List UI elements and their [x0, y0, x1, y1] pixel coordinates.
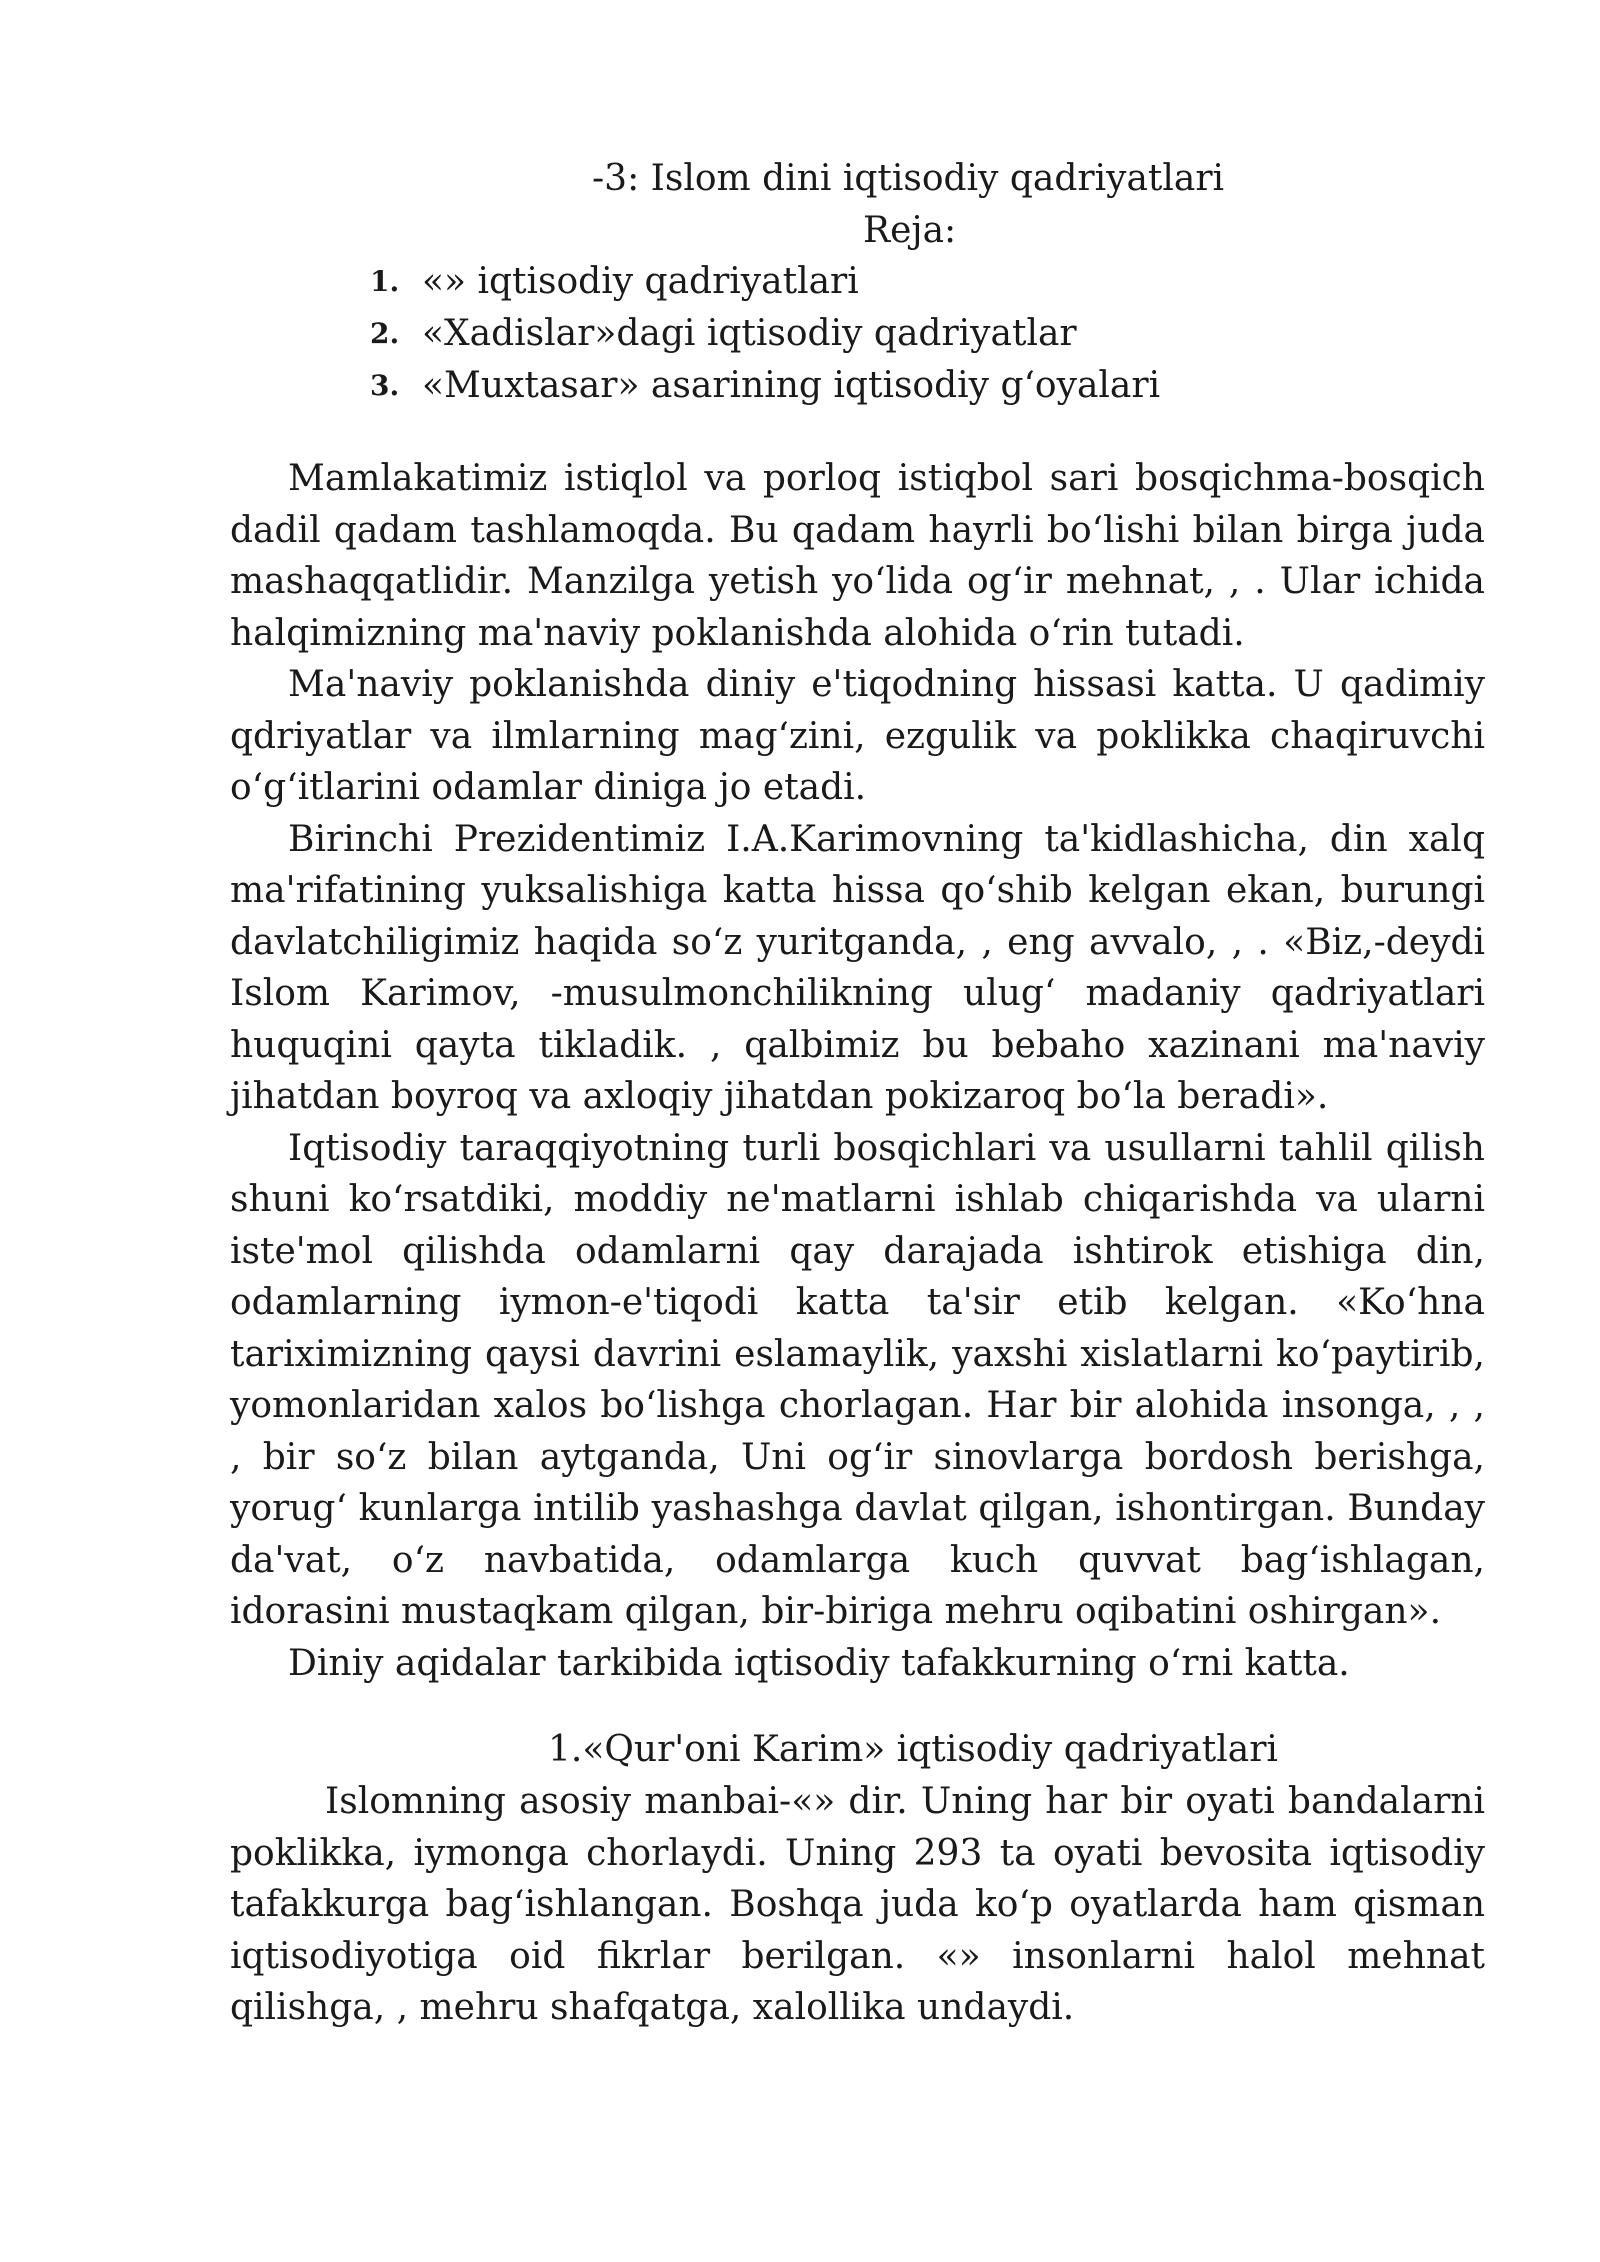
plan-item-text: «Muxtasar» asarining iqtisodiy g‘oyalari [422, 365, 1161, 406]
body-paragraph: Ma'naviy poklanishda diniy e'tiqodning hissasi katta. U qadimiy qdriyatlar va ilmlarning mag‘zini, ezgulik va poklikka chaqiruvchi o‘g‘itlarini odamlar diniga jo etadi. [230, 664, 1485, 808]
plan-label: Reja: [863, 210, 957, 251]
plan-item-number: 1. [370, 265, 400, 298]
plan-item-text: «Xadislar»dagi iqtisodiy qadriyatlar [422, 313, 1077, 354]
document-title: -3: Islom dini iqtisodiy qadriyatlari [592, 158, 1225, 199]
body-paragraph: Diniy aqidalar tarkibida iqtisodiy tafakkurning o‘rni katta. [288, 1642, 1350, 1684]
plan-item [370, 360, 1160, 412]
main-body [230, 453, 1485, 1689]
plan-item-number: 3. [370, 369, 400, 402]
section-paragraph: Islomning asosiy manbai-«» dir. Uning har bir oyati bandalarni poklikka, iymonga chorlaydi. Uning 293 ta oyati bevosita iqtisodiy tafakkurga bag‘ishlangan. Boshqa juda ko‘p oyatlarda ham qisman iqtisodiyotiga oid fikrlar berilgan. «» insonlarni halol mehnat qilishga, , mehru shafqatga, xalollika undaydi. [230, 1781, 1485, 2028]
plan-item-text: «» iqtisodiy qadriyatlari [422, 261, 859, 302]
body-paragraph: Mamlakatimiz istiqlol va porloq istiqbol sari bosqichma-bosqich dadil qadam tashlamoqda. Bu qadam hayrli bo‘lishi bilan birga juda mashaqqatlidir. Manzilga yetish yo‘lida og‘ir mehnat, , . Ular ichida halqimizning ma'naviy poklanishda alohida o‘rin tutadi. [230, 458, 1485, 654]
section-body [230, 1776, 1485, 2034]
plan-list [370, 256, 1160, 412]
plan-item [370, 308, 1160, 360]
body-paragraph: Iqtisodiy taraqqiyotning turli bosqichlari va usullarni tahlil qilish shuni ko‘rsatdiki, moddiy ne'matlarni ishlab chiqarishda va ularni iste'mol qilishda odamlarni qay darajada ishtirok etishiga din, odamlarning iymon-e'tiqodi katta ta'sir etib kelgan. «Ko‘hna tariximizning qaysi davrini eslamaylik, yaxshi xislatlarni ko‘paytirib, yomonlaridan xalos bo‘lishga chorlagan. Har bir alohida insonga, , , , bir so‘z bilan aytganda, Uni og‘ir sinovlarga bordosh berishga, yorug‘ kunlarga intilib yashashga davlat qilgan, ishontirgan. Bunday da'vat, o‘z navbatida, odamlarga kuch quvvat bag‘ishlagan, idorasini mustaqkam qilgan, bir-biriga mehru oqibatini oshirgan». [230, 1127, 1485, 1632]
body-paragraph: Birinchi Prezidentimiz I.A.Karimovning ta'kidlashicha, din xalq ma'rifatining yuksalishiga katta hissa qo‘shib kelgan ekan, burungi davlatchiligimiz haqida so‘z yuritganda, , eng avvalo, , . «Biz,-deydi Islom Karimov, -musulmonchilikning ulug‘ madaniy qadriyatlari huquqini qayta tikladik. , qalbimiz bu bebaho xazinani ma'naviy jihatdan boyroq va axloqiy jihatdan pokizaroq bo‘la beradi». [230, 818, 1485, 1117]
section-heading: 1.«Qur'oni Karim» iqtisodiy qadriyatlari [548, 1729, 1278, 1770]
plan-item-number: 2. [370, 317, 400, 350]
plan-item [370, 256, 1160, 308]
